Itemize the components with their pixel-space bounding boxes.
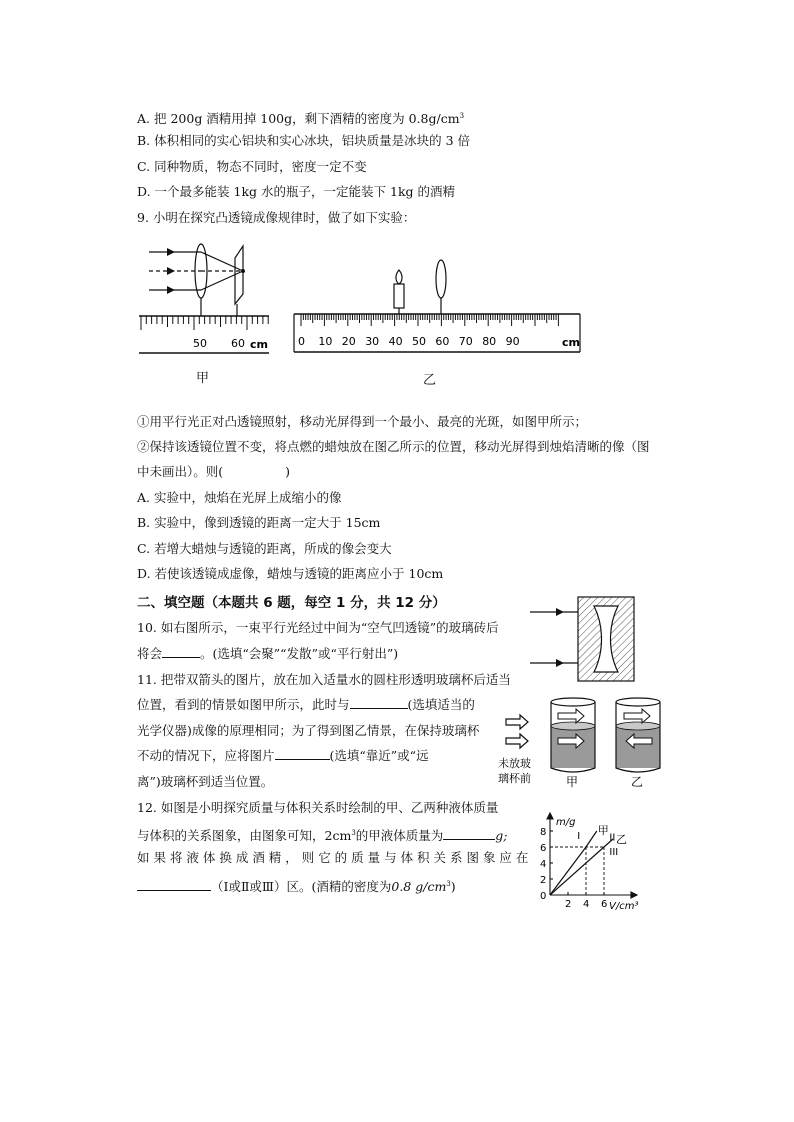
focus-point: [241, 269, 245, 273]
q9-option-a-letter: A.: [137, 490, 151, 505]
figure-yi: [292, 256, 587, 356]
q11-answer-blank-2[interactable]: [275, 747, 330, 760]
q8-option-b: [137, 132, 470, 150]
q10-line2-b: 。(选填“会聚”“发散”或“平行射出”): [200, 646, 399, 661]
ruler-label: 40: [388, 335, 403, 348]
q9-option-a-text: 实验中，烛焰在光屏上成缩小的像: [154, 490, 342, 505]
q9-option-c-letter: C.: [137, 541, 151, 556]
q12-line2: [137, 824, 508, 845]
caption-cup-jia: 甲: [566, 775, 579, 789]
y-axis-arrow: [547, 813, 553, 819]
q9-option-b-letter: B.: [137, 515, 151, 530]
series-label: 乙: [616, 833, 627, 846]
q12-line1: 12. 如图是小明探究质量与体积关系时绘制的甲、乙两种液体质量: [137, 800, 499, 815]
q8-option-a-text: 把 200g 酒精用掉 100g，剩下酒精的密度为 0.8g/cm: [154, 111, 460, 127]
water-yi: [616, 726, 660, 768]
q9-option-c: [137, 540, 392, 558]
figure-jia: [135, 238, 275, 378]
q9-step2-b: [137, 463, 290, 481]
q11-line2-b: (选填适当的: [407, 697, 475, 712]
arrow-before-upper: [506, 715, 528, 729]
ruler-label: 10: [318, 335, 333, 348]
q12-line4-a: （Ⅰ或Ⅱ或Ⅲ）区。(酒精的密度为: [211, 879, 392, 895]
q12-line4: [137, 875, 456, 896]
y-tick-label: 0: [540, 891, 547, 902]
q8-option-b-letter: B.: [137, 133, 151, 148]
q9-option-c-text: 若增大蜡烛与透镜的距离，所成的像会变大: [154, 541, 392, 556]
mass-volume-chart: [528, 805, 660, 913]
ruler-label: 70: [458, 335, 473, 348]
region-label: III: [609, 847, 619, 858]
q11-line3: 光学仪器)成像的原理相同；为了得到图乙情景，在保持玻璃杯: [137, 723, 480, 738]
ruler-label: 80: [482, 335, 497, 348]
y-tick-label: 4: [540, 859, 547, 870]
q11-line4-a: 不动的情况下，应将图片: [137, 748, 275, 763]
x-axis-label: V/cm³: [609, 901, 639, 912]
label-before-1: 未放玻: [498, 757, 531, 770]
q8-option-c-letter: C.: [137, 159, 151, 174]
ruler-label: 0: [298, 335, 305, 348]
q8-option-a: [137, 107, 464, 128]
q11-line1: 11. 把带双箭头的图片，放在加入适量水的圆柱形透明玻璃杯后适当: [137, 672, 511, 687]
series-label: 甲: [597, 824, 609, 837]
ruler-label: 20: [341, 335, 356, 348]
q11-line4: [137, 747, 429, 765]
q11-line4-b: (选填“靠近”或“远: [329, 748, 429, 763]
y-axis-label: m/g: [556, 817, 576, 828]
q8-option-d-letter: D.: [137, 184, 151, 199]
q8-option-b-text: 体积相同的实心铝块和实心冰块，铝块质量是冰块的 3 倍: [154, 133, 471, 148]
unit-label: cm: [562, 336, 580, 349]
ruler-label: 30: [365, 335, 380, 348]
cup-jia: [551, 698, 595, 772]
x-axis-arrow: [631, 892, 637, 898]
x-tick-label: 6: [601, 899, 608, 910]
q9-option-b-text: 实验中，像到透镜的距离一定大于 15cm: [154, 515, 381, 530]
q9-option-b: [137, 514, 380, 532]
q12-line4-b: 0.8 g/cm: [391, 879, 447, 895]
label-before-2: 璃杯前: [498, 772, 531, 785]
screen: [235, 246, 243, 304]
figure-glass-brick: [530, 594, 640, 684]
series-line-jia: [550, 831, 597, 895]
q11-line5: 离”)玻璃杯到适当位置。: [137, 774, 274, 789]
section-title: 二、填空题（本题共 6 题，每空 1 分，共 12 分）: [137, 595, 446, 611]
q9-option-d-text: 若使该透镜成虚像，蜡烛与透镜的距离应小于 10cm: [154, 566, 444, 581]
q8-option-d-text: 一个最多能装 1kg 水的瓶子，一定能装下 1kg 的酒精: [154, 184, 455, 199]
convex-lens: [436, 260, 446, 298]
region-label: II: [609, 832, 616, 844]
x-tick-label: 2: [565, 899, 572, 910]
y-tick-label: 6: [540, 843, 547, 854]
q12-line2-a: 与体积的关系图象，由图象可知，2cm: [137, 828, 352, 844]
q9-step2-a: ②保持该透镜位置不变，将点燃的蜡烛放在图乙所示的位置，移动光屏得到烛焰清晰的像（图: [137, 439, 650, 454]
q9-option-a: [137, 489, 342, 507]
tick-label-50: 50: [193, 337, 207, 350]
q12-answer-blank-2[interactable]: [137, 878, 211, 891]
caption-yi: 乙: [423, 373, 437, 388]
ruler-label: 50: [412, 335, 426, 348]
q11-line2: [137, 696, 475, 714]
y-tick-label: 2: [540, 875, 547, 886]
q9-option-d-letter: D.: [137, 566, 151, 581]
q12-line2-sup: 3: [351, 829, 356, 837]
candle: [394, 284, 404, 308]
arrow-lower: [556, 659, 564, 667]
q10-line2: [137, 645, 398, 663]
q10-line2-a: 将会: [137, 646, 163, 661]
q11-answer-blank-1[interactable]: [350, 696, 408, 709]
q12-line3: 如 果 将 液 体 换 成 酒 精 ， 则 它 的 质 量 与 体 积 关 系 图 象 应 在: [137, 850, 529, 865]
q9-stem: 9. 小明在探究凸透镜成像规律时，做了如下实验：: [137, 210, 416, 225]
figure-cups: [496, 696, 676, 792]
q8-option-d: [137, 183, 455, 201]
caption-cup-yi: 乙: [631, 775, 644, 789]
q9-step2-b-text: 中未画出）。则(: [137, 464, 224, 479]
ruler-label: 90: [505, 335, 520, 348]
caption-jia: 甲: [196, 371, 210, 386]
cup-yi: [616, 698, 660, 772]
q10-answer-blank[interactable]: [162, 645, 200, 658]
ruler-label: 60: [435, 335, 450, 348]
q12-answer-blank-1[interactable]: [443, 827, 495, 840]
arrow-bottom: [167, 286, 175, 294]
q8-option-a-letter: A.: [137, 111, 151, 127]
arrow-mid: [167, 267, 175, 275]
q11-line2-a: 位置，看到的情景如图甲所示，此时与: [137, 697, 350, 712]
q8-option-c: [137, 158, 367, 176]
arrow-before-lower: [506, 734, 528, 748]
unit-label: cm: [250, 338, 268, 351]
q9-step1: ①用平行光正对凸透镜照射，移动光屏得到一个最小、最亮的光斑，如图甲所示；: [137, 414, 588, 429]
candle-flame: [396, 270, 402, 284]
water-jia: [551, 726, 595, 768]
q8-option-a-sup: 3: [459, 112, 465, 120]
x-tick-label: 4: [583, 899, 590, 910]
q12-line4-c: ): [450, 879, 456, 895]
q8-option-c-text: 同种物质，物态不同时，密度一定不变: [154, 159, 367, 174]
q9-step2-c-text: ): [285, 464, 291, 479]
tick-label-60: 60: [231, 337, 245, 350]
q12-line2-b: 的甲液体质量为: [355, 828, 444, 844]
arrow-upper: [556, 608, 564, 616]
q12-line2-c: g;: [495, 828, 508, 844]
q10-line1: 10. 如右图所示，一束平行光经过中间为“空气凹透镜”的玻璃砖后: [137, 620, 499, 635]
region-label: I: [577, 831, 581, 842]
q12-line4-sup: 3: [446, 880, 451, 888]
arrow-top: [167, 248, 175, 256]
q9-option-d: [137, 565, 443, 583]
y-tick-label: 8: [540, 827, 547, 838]
